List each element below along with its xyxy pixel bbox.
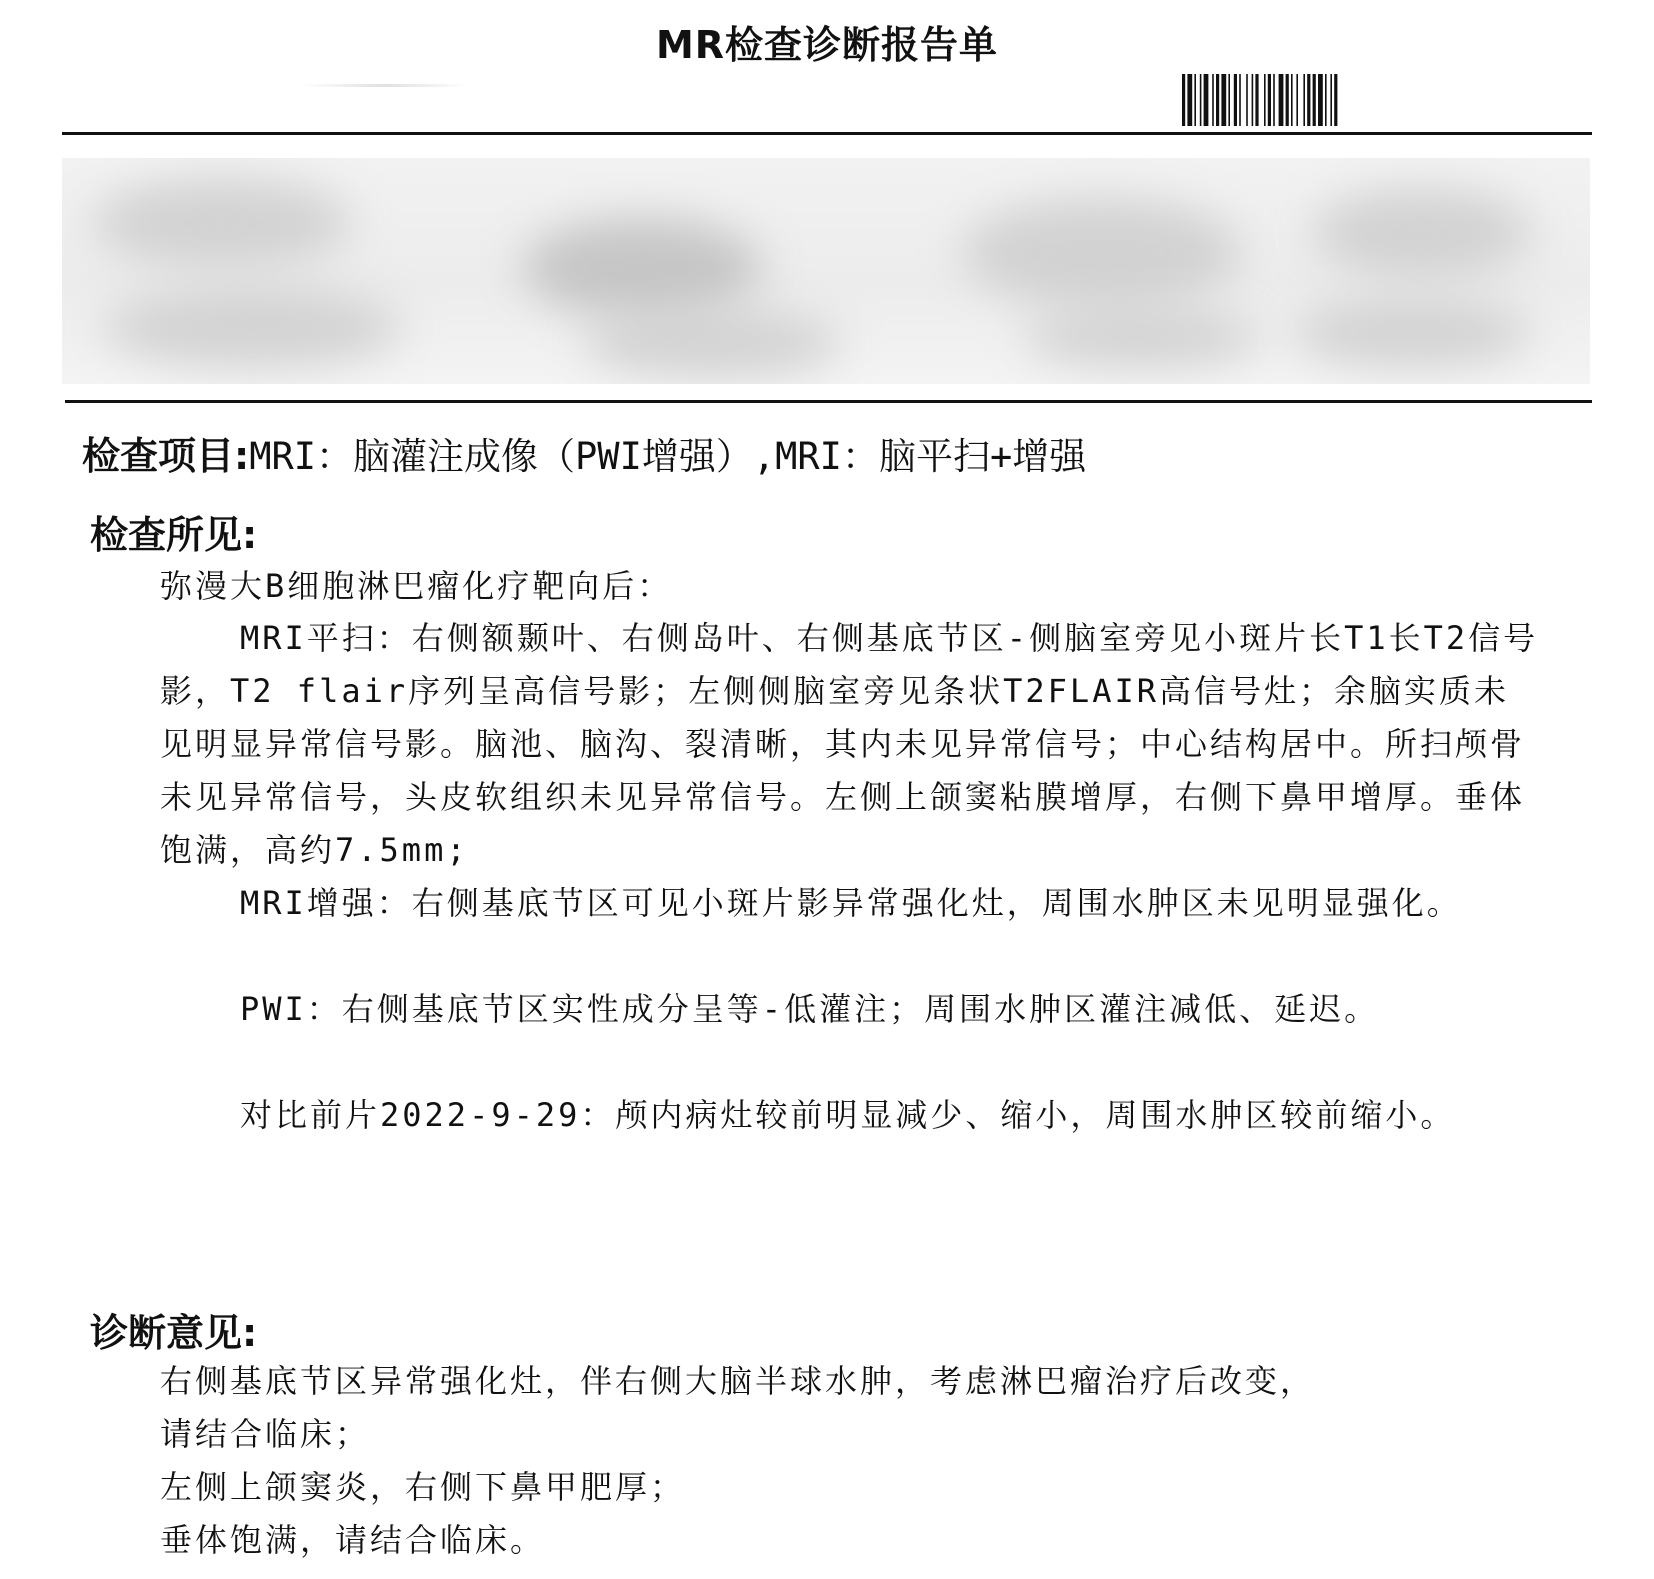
barcode-bar bbox=[1187, 74, 1192, 126]
barcode-bar bbox=[1268, 74, 1271, 126]
report-title: MR检查诊断报告单 bbox=[655, 23, 999, 67]
barcode-bar bbox=[1255, 74, 1258, 126]
barcode-bar bbox=[1296, 74, 1298, 126]
barcode-bar bbox=[1246, 74, 1248, 126]
barcode-bar bbox=[1291, 74, 1293, 126]
barcode-bar bbox=[1239, 74, 1241, 126]
header-divider bbox=[62, 132, 1592, 135]
exam-item-label: 检查项目: bbox=[82, 434, 250, 478]
barcode-bar bbox=[1221, 74, 1226, 126]
barcode-bar bbox=[1200, 74, 1202, 126]
info-divider bbox=[65, 400, 1592, 403]
barcode-bar bbox=[1264, 74, 1266, 126]
findings-intro: 弥漫大B细胞淋巴瘤化疗靶向后： bbox=[160, 567, 673, 605]
barcode-bar bbox=[1286, 74, 1289, 126]
exam-item-row bbox=[82, 425, 1086, 480]
barcode bbox=[1180, 74, 1464, 126]
barcode-bar bbox=[1303, 74, 1305, 126]
exam-item-value: MRI：脑灌注成像（PWI增强）,MRI：脑平扫+增强 bbox=[249, 435, 1087, 478]
barcode-bar bbox=[1330, 74, 1332, 126]
findings-plain-scan: MRI平扫：右侧额颞叶、右侧岛叶、右侧基底节区-侧脑室旁见小斑片长T1长T2信号影，T2 flair序列呈高信号影；左侧侧脑室旁见条状T2FLAIR高信号灶；余脑实质未见明显异常信号影。脑池、脑沟、裂清晰，其内未见异常信号；中心结构居中。所扫颅骨未见异常信号，头皮软组织未见异常信号。左侧上颌窦粘膜增厚，右侧下鼻甲增厚。垂体饱满，高约7.5mm; bbox=[160, 619, 1539, 869]
barcode-bar bbox=[1216, 74, 1219, 126]
diagnosis-line: 右侧基底节区异常强化灶，伴右侧大脑半球水肿，考虑淋巴瘤治疗后改变， bbox=[160, 1362, 1316, 1400]
barcode-bar bbox=[1194, 74, 1196, 126]
findings-heading: 检查所见: bbox=[90, 513, 258, 557]
barcode-bar bbox=[1318, 74, 1323, 126]
barcode-bar bbox=[1325, 74, 1327, 126]
findings-comparison: 对比前片2022-9-29：颅内病灶较前明显减少、缩小，周围水肿区较前缩小。 bbox=[240, 1096, 1456, 1134]
barcode-bar bbox=[1212, 74, 1214, 126]
barcode-bar bbox=[1307, 74, 1310, 126]
diagnosis-line: 请结合临床； bbox=[160, 1415, 371, 1453]
diagnosis-heading: 诊断意见: bbox=[90, 1311, 258, 1355]
barcode-bar bbox=[1313, 74, 1316, 126]
barcode-bar bbox=[1252, 74, 1254, 126]
faint-scan-line bbox=[300, 84, 470, 87]
redacted-patient-info bbox=[62, 158, 1590, 384]
diagnosis-line: 左侧上颌窦炎，右侧下鼻甲肥厚； bbox=[160, 1468, 686, 1506]
barcode-bar bbox=[1228, 74, 1230, 126]
barcode-bar bbox=[1234, 74, 1237, 126]
barcode-bar bbox=[1279, 74, 1284, 126]
findings-pwi: PWI：右侧基底节区实性成分呈等-低灌注；周围水肿区灌注减低、延迟。 bbox=[240, 990, 1380, 1028]
barcode-bar bbox=[1182, 74, 1185, 126]
barcode-bar bbox=[1204, 74, 1209, 126]
diagnosis-line: 垂体饱满，请结合临床。 bbox=[160, 1521, 546, 1559]
barcode-bar bbox=[1273, 74, 1275, 126]
findings-enhanced: MRI增强：右侧基底节区可见小斑片影异常强化灶，周围水肿区未见明显强化。 bbox=[240, 884, 1462, 922]
barcode-bar bbox=[1334, 74, 1337, 126]
